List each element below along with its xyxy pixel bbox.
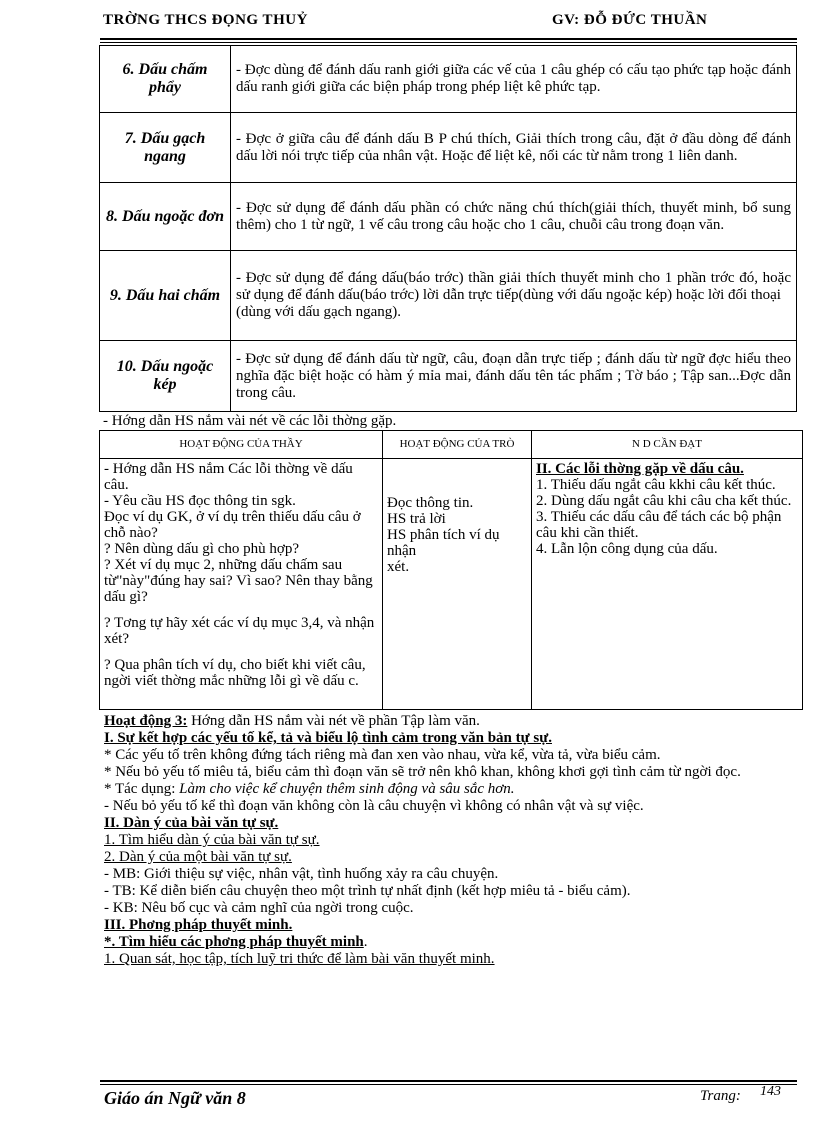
punct-name: 8. Dấu ngoặc đơn: [100, 183, 231, 251]
punct-desc: - Đợc dùng để đánh dấu ranh giới giữa các vế của 1 câu ghép có cấu tạo phức tạp hoặc đánh dấu ranh giới giữa các biện pháp trong phép liệt kê phức tạp.: [231, 46, 797, 113]
footer-rule-thin: [100, 1084, 797, 1085]
section2-title: II. Dàn ý của bài văn tự sự.: [104, 815, 279, 831]
paragraph: * Nếu bỏ yếu tố miêu tả, biểu cảm thì đoạn văn sẽ trở nên khô khan, không khơi gợi tình cảm từ ngời đọc.: [104, 764, 741, 780]
activity-table: [99, 430, 803, 710]
page-number: 143: [760, 1084, 781, 1099]
content-line: 3. Thiếu các dấu câu để tách các bộ phận câu khi cần thiết.: [536, 509, 782, 541]
teacher-line: - Yêu cầu HS đọc thông tin sgk.: [104, 493, 296, 509]
section3-sub-text: *. Tìm hiểu các phơng pháp thuyết minh: [104, 934, 364, 950]
student-line: xét.: [387, 559, 410, 575]
punct-name: 7. Dấu gạch ngang: [100, 113, 231, 183]
body-section: [104, 713, 794, 968]
footer-rule: [100, 1080, 797, 1082]
header-teacher: GV: ĐỖ ĐỨC THUẦN: [552, 12, 708, 28]
teacher-line: ? Tơng tự hãy xét các ví dụ mục 3,4, và nhận xét?: [104, 615, 375, 647]
table-row: [100, 183, 797, 251]
student-cell: [383, 459, 532, 710]
subsection: 2. Dàn ý của một bài văn tự sự.: [104, 849, 292, 865]
student-line: HS trả lời: [387, 511, 446, 527]
content-line: 1. Thiếu dấu ngắt câu kkhi câu kết thúc.: [536, 477, 776, 493]
table-row: [100, 113, 797, 183]
paragraph: * Các yếu tố trên không đứng tách riêng mà đan xen vào nhau, vừa kể, vừa tả, vừa biểu cảm.: [104, 747, 661, 763]
table-row: [100, 341, 797, 412]
punctuation-table: [99, 45, 797, 412]
content-line: 4. Lẫn lộn công dụng của dấu.: [536, 541, 718, 557]
activity3-text: Hớng dẫn HS nắm vài nét về phần Tập làm văn.: [187, 713, 480, 729]
teacher-line: ? Nên dùng dấu gì cho phù hợp?: [104, 541, 299, 557]
content-cell: [532, 459, 803, 710]
table-row: [100, 459, 803, 710]
table-row: [100, 46, 797, 113]
effect-text: Làm cho việc kể chuyện thêm sinh động và sâu sắc hơn.: [179, 781, 515, 797]
outline-kb: - KB: Nêu bố cục và cảm nghĩ của ngời trong cuộc.: [104, 900, 414, 916]
section3-sub: [104, 934, 794, 951]
header-school: TRỜNG THCS ĐỌNG THUỶ: [103, 12, 308, 28]
punct-name: 6. Dấu chấm phẩy: [100, 46, 231, 113]
paragraph: - Nếu bỏ yếu tố kể thì đoạn văn không còn là câu chuyện vì không có nhân vật và sự việc.: [104, 798, 644, 814]
effect-label: * Tác dụng:: [104, 781, 180, 797]
punct-desc: - Đợc sử dụng để đánh dấu phần có chức năng chú thích(giải thích, thuyết minh, bổ sung thêm) cho 1 từ ngữ, 1 vế câu trong câu hoặc cho 1 câu, chuỗi câu trong đoạn văn.: [231, 183, 797, 251]
paragraph: [104, 781, 794, 798]
activity3-label: Hoạt động 3:: [104, 713, 188, 729]
punct-name: 9. Dấu hai chấm: [100, 251, 231, 341]
outline-mb: - MB: Giới thiệu sự việc, nhân vật, tình huống xảy ra câu chuyện.: [104, 866, 499, 882]
section3-sub-dot: .: [363, 934, 368, 950]
punct-desc-cont: (dùng với dấu gạch ngang).: [236, 304, 401, 320]
footer-page-label: Trang:: [700, 1088, 741, 1104]
header-rule-thin: [100, 42, 797, 43]
student-line: Đọc thông tin.: [387, 495, 474, 511]
section3-title: III. Phơng pháp thuyết minh.: [104, 917, 293, 933]
content-line: 2. Dùng dấu ngắt câu khi câu cha kết thúc.: [536, 493, 792, 509]
subsection: 1. Quan sát, học tập, tích luỹ tri thức để làm bài văn thuyết minh.: [104, 951, 495, 967]
outline-tb: - TB: Kể diễn biến câu chuyện theo một trình tự nhất định (kết hợp miêu tả - biểu cảm).: [104, 883, 631, 899]
punct-name: 10. Dấu ngoặc kép: [100, 341, 231, 412]
punct-desc: [231, 251, 797, 341]
table-row: [100, 251, 797, 341]
footer-title: Giáo án Ngữ văn 8: [104, 1088, 246, 1108]
header-rule: [100, 38, 797, 40]
guide-line: - Hớng dẫn HS nắm vài nét về các lỗi thờng gặp.: [103, 413, 397, 429]
table-header-row: [100, 431, 803, 459]
col-header-teacher: HOẠT ĐỘNG CỦA THẦY: [100, 431, 383, 459]
activity3-line: [104, 713, 794, 730]
teacher-line: Đọc ví dụ GK, ở ví dụ trên thiếu dấu câu ở chỗ nào?: [104, 509, 361, 541]
col-header-student: HOẠT ĐỘNG CỦA TRÒ: [383, 431, 532, 459]
subsection: 1. Tìm hiểu dàn ý của bài văn tự sự.: [104, 832, 320, 848]
punct-desc: - Đợc ở giữa câu để đánh dấu B P chú thích, Giải thích trong câu, đặt ở đầu dòng để đánh dấu lời nói trực tiếp của nhân vật. Hoặc để liệt kê, nối các từ nằm trong 1 liên danh.: [231, 113, 797, 183]
col-header-content: N D CẦN ĐẠT: [532, 431, 803, 459]
punct-desc: - Đợc sử dụng để đánh dấu từ ngữ, câu, đoạn dẫn trực tiếp ; đánh dấu từ ngữ đợc hiểu theo nghĩa đặc biệt hoặc có hàm ý mỉa mai, đánh dấu tên tác phẩm ; Tờ báo ; Tập san...Đợc dẫn trong câu.: [231, 341, 797, 412]
student-line: HS phân tích ví dụ nhận: [387, 527, 500, 559]
content-title: II. Các lỗi thờng gặp về dấu câu.: [536, 461, 744, 477]
teacher-line: ? Qua phân tích ví dụ, cho biết khi viết câu, ngời viết thờng mắc những lỗi gì về dấu c.: [104, 657, 366, 689]
section1-title: I. Sự kết hợp các yếu tố kể, tả và biểu lộ tình cảm trong văn bản tự sự.: [104, 730, 552, 746]
teacher-line: - Hớng dẫn HS nắm Các lỗi thờng về dấu câu.: [104, 461, 353, 493]
teacher-cell: [100, 459, 383, 710]
teacher-line: ? Xét ví dụ mục 2, những dấu chấm sau từ"này"đúng hay sai? Vì sao? Nên thay bằng dấu gì?: [104, 557, 373, 605]
punct-desc-main: - Đợc sử dụng để đáng dấu(báo trớc) thần giải thích thuyết minh cho 1 phần trớc đó, hoặc sử dụng để đánh dấu(báo trớc) lời dẫn trực tiếp(dùng với dấu ngoặc kép) hoặc lời đối thoại: [236, 270, 791, 303]
